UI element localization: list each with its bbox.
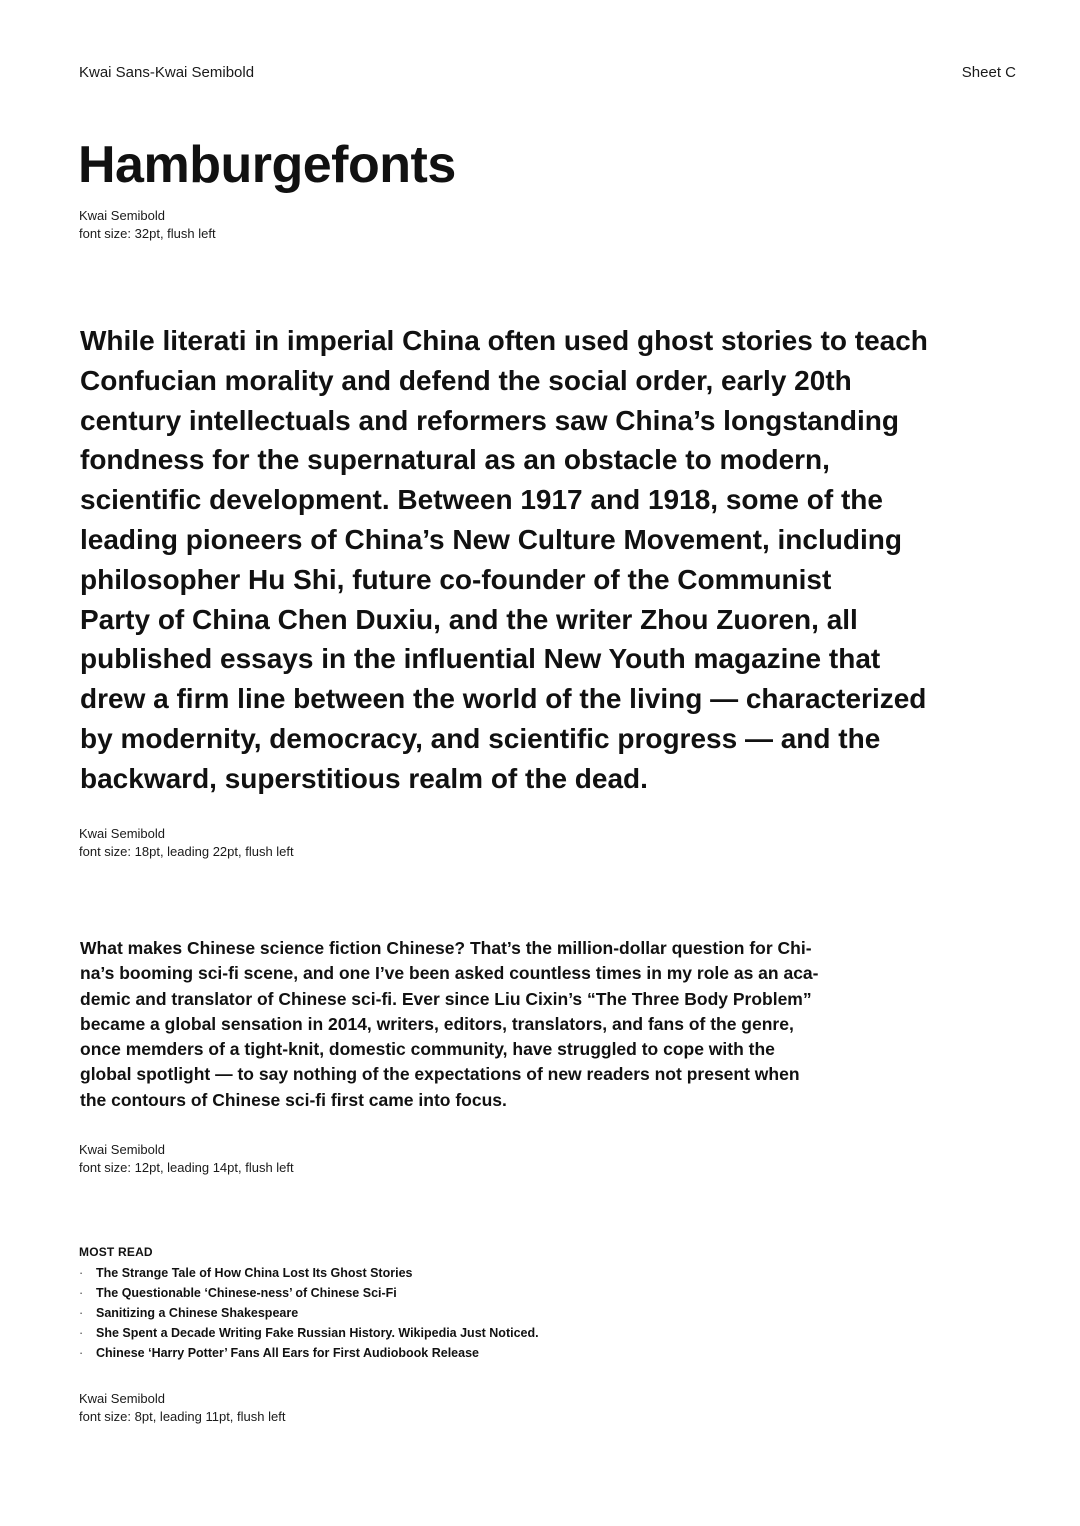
bullet-icon: · (79, 1326, 84, 1340)
paragraph-line: scientific development. Between 1917 and 1918, some of the (80, 484, 883, 516)
most-read-item[interactable] (79, 1263, 539, 1283)
most-read-item-title: The Strange Tale of How China Lost Its Ghost Stories (96, 1266, 413, 1280)
caption-font-name: Kwai Semibold (79, 1391, 165, 1406)
most-read-item-title: The Questionable ‘Chinese-ness’ of Chinese Sci-Fi (96, 1286, 397, 1300)
paragraph-medium (80, 936, 819, 1113)
paragraph-line: by modernity, democracy, and scientific progress — and the (80, 722, 881, 754)
caption-font-size: font size: 8pt, leading 11pt, flush left (79, 1409, 286, 1424)
caption-font-name: Kwai Semibold (79, 826, 165, 841)
caption-8pt-spec (79, 1390, 285, 1426)
paragraph-line: global spotlight — to say nothing of the expectations of new readers not present when (80, 1064, 800, 1085)
paragraph-line: Party of China Chen Duxiu, and the writer Zhou Zuoren, all (80, 603, 858, 635)
header-sheet-label: Sheet C (961, 64, 1016, 81)
paragraph-line: published essays in the influential New Youth magazine that (80, 643, 881, 675)
paragraph-line: philosopher Hu Shi, future co-founder of the Communist (80, 563, 832, 595)
most-read-item-title: Sanitizing a Chinese Shakespeare (96, 1306, 299, 1320)
most-read-heading: MOST READ (79, 1245, 153, 1259)
paragraph-line: drew a firm line between the world of the living — characterized (80, 683, 927, 715)
paragraph-line: once memders of a tight-knit, domestic community, have struggled to cope with the (80, 1039, 775, 1060)
most-read-item-title: Chinese ‘Harry Potter’ Fans All Ears for First Audiobook Release (96, 1346, 479, 1360)
most-read-section (79, 1243, 539, 1363)
most-read-item-title: She Spent a Decade Writing Fake Russian History. Wikipedia Just Noticed. (96, 1326, 539, 1340)
caption-font-size: font size: 12pt, leading 14pt, flush left (79, 1160, 294, 1175)
specimen-title: Hamburgefonts (78, 136, 456, 194)
paragraph-line: demic and translator of Chinese sci-fi. Ever since Liu Cixin’s “The Three Body Problem” (80, 988, 812, 1009)
paragraph-large (80, 321, 928, 799)
paragraph-line: Confucian morality and defend the social order, early 20th (80, 364, 852, 396)
most-read-item[interactable] (79, 1343, 539, 1363)
bullet-icon: · (79, 1346, 84, 1360)
caption-font-size: font size: 32pt, flush left (79, 226, 216, 241)
paragraph-line: century intellectuals and reformers saw China’s longstanding (80, 404, 899, 436)
paragraph-line: the contours of Chinese sci-fi first came into focus. (80, 1089, 507, 1110)
paragraph-line: became a global sensation in 2014, writers, editors, translators, and fans of the genre, (80, 1013, 794, 1034)
bullet-icon: · (79, 1266, 84, 1280)
most-read-list (79, 1263, 539, 1363)
caption-title-spec (79, 207, 216, 243)
bullet-icon: · (79, 1286, 84, 1300)
paragraph-line: backward, superstitious realm of the dead. (80, 762, 648, 794)
paragraph-line: What makes Chinese science fiction Chinese? That’s the million-dollar question for Chi- (80, 938, 812, 958)
most-read-item[interactable] (79, 1283, 539, 1303)
paragraph-line: leading pioneers of China’s New Culture Movement, including (80, 523, 902, 555)
paragraph-line: na’s booming sci-fi scene, and one I’ve been asked countless times in my role as an aca- (80, 963, 819, 984)
caption-font-size: font size: 18pt, leading 22pt, flush left (79, 844, 294, 859)
caption-font-name: Kwai Semibold (79, 208, 165, 223)
paragraph-line: While literati in imperial China often used ghost stories to teach (80, 325, 928, 356)
caption-18pt-spec (79, 825, 294, 861)
bullet-icon: · (79, 1306, 84, 1320)
most-read-item[interactable] (79, 1303, 539, 1323)
paragraph-line: fondness for the supernatural as an obstacle to modern, (80, 444, 830, 476)
header-font-family: Kwai Sans-Kwai Semibold (79, 64, 255, 81)
caption-font-name: Kwai Semibold (79, 1142, 165, 1157)
caption-12pt-spec (79, 1141, 294, 1177)
most-read-item[interactable] (79, 1323, 539, 1343)
